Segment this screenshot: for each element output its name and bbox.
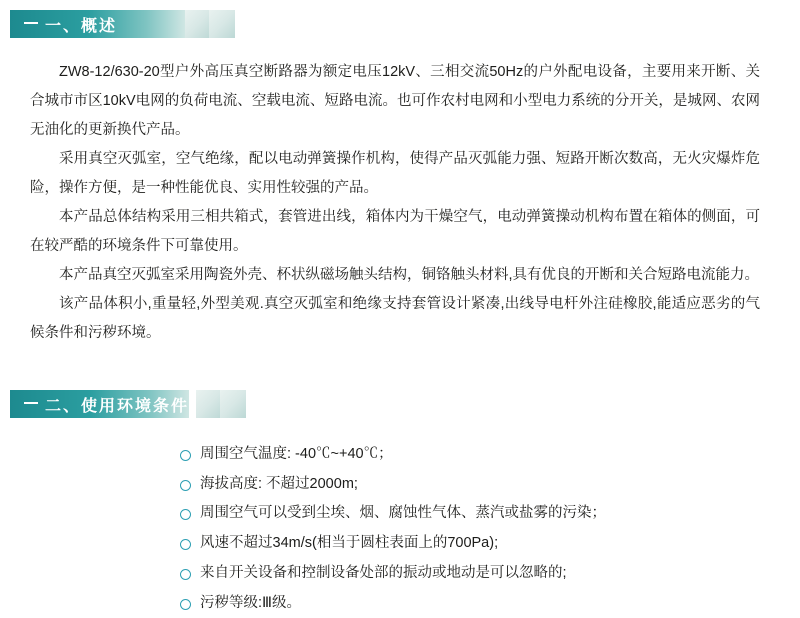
list-item	[30, 589, 760, 618]
list-item-label: 来自开关设备和控制设备处部的振动或地动是可以忽略的;	[200, 564, 567, 581]
banner-tail-shape-2	[209, 10, 235, 38]
circle-bullet-icon	[180, 539, 191, 550]
paragraph	[30, 290, 760, 348]
circle-bullet-icon	[180, 599, 191, 610]
list-item-label: 周围空气温度: -40℃~+40℃；	[200, 446, 393, 462]
circle-bullet-icon	[180, 569, 191, 580]
section-header-overview	[0, 10, 800, 40]
document-page	[0, 10, 800, 611]
list-item-label: 风速不超过34m/s(相当于圆柱表面上的700Pa);	[200, 535, 499, 552]
list-item	[30, 529, 760, 559]
banner-tail-shape-1	[185, 10, 211, 38]
section-title-operating-conditions: 二、使用环境条件	[45, 397, 190, 415]
paragraph	[30, 261, 760, 290]
list-item	[30, 440, 760, 470]
banner-dash-icon	[24, 22, 38, 24]
paragraph-text: ZW8-12/630-20型户外高压真空断路器为额定电压12kV、三相交流50Hz的户外配电设备，主要用来开断、关合城市市区10kV电网的负荷电流、空载电流、短路电流。也可作农村电网和小型电力系统的分开关，是城网、农网无油化的更新换代产品。	[30, 64, 760, 138]
paragraph	[30, 145, 760, 203]
paragraph-text: 本产品真空灭弧室采用陶瓷外壳、杯状纵磁场触头结构，铜铬触头材料,具有优良的开断和关合短路电流能力。	[59, 267, 760, 283]
paragraph	[30, 58, 760, 145]
section-header-operating-conditions	[0, 390, 800, 420]
overview-body	[30, 58, 760, 348]
banner-dash-icon	[24, 402, 38, 404]
list-item	[30, 559, 760, 589]
list-item	[30, 470, 760, 500]
circle-bullet-icon	[180, 450, 191, 461]
banner-tail-shape-2	[220, 390, 246, 418]
section-banner	[10, 10, 185, 38]
paragraph-text: 该产品体积小,重量轻,外型美观.真空灭弧室和绝缘支持套管设计紧凑,出线导电杆外注硅橡胶,能适应恶劣的气候条件和污秽环境。	[30, 296, 760, 341]
list-item-label: 海拔高度: 不超过2000m;	[200, 475, 358, 492]
list-item-label: 周围空气可以受到尘埃、烟、腐蚀性气体、蒸汽或盐雾的污染；	[200, 505, 606, 522]
list-item	[30, 499, 760, 529]
section-title-overview: 一、概述	[45, 17, 118, 35]
circle-bullet-icon	[180, 480, 191, 491]
paragraph-text: 本产品总体结构采用三相共箱式，套管进出线，箱体内为干燥空气，电动弹簧操动机构布置在箱体的侧面，可在较严酷的环境条件下可靠使用。	[30, 209, 760, 254]
paragraph	[30, 203, 760, 261]
banner-tail-shape-1	[196, 390, 222, 418]
list-item-label: 污秽等级:Ⅲ级。	[200, 594, 302, 611]
section-banner	[10, 390, 189, 418]
paragraph-text: 采用真空灭弧室，空气绝缘，配以电动弹簧操作机构，使得产品灭弧能力强、短路开断次数高，无火灾爆炸危险，操作方便，是一种性能优良、实用性较强的产品。	[30, 151, 760, 196]
operating-conditions-list	[30, 440, 760, 618]
circle-bullet-icon	[180, 509, 191, 520]
